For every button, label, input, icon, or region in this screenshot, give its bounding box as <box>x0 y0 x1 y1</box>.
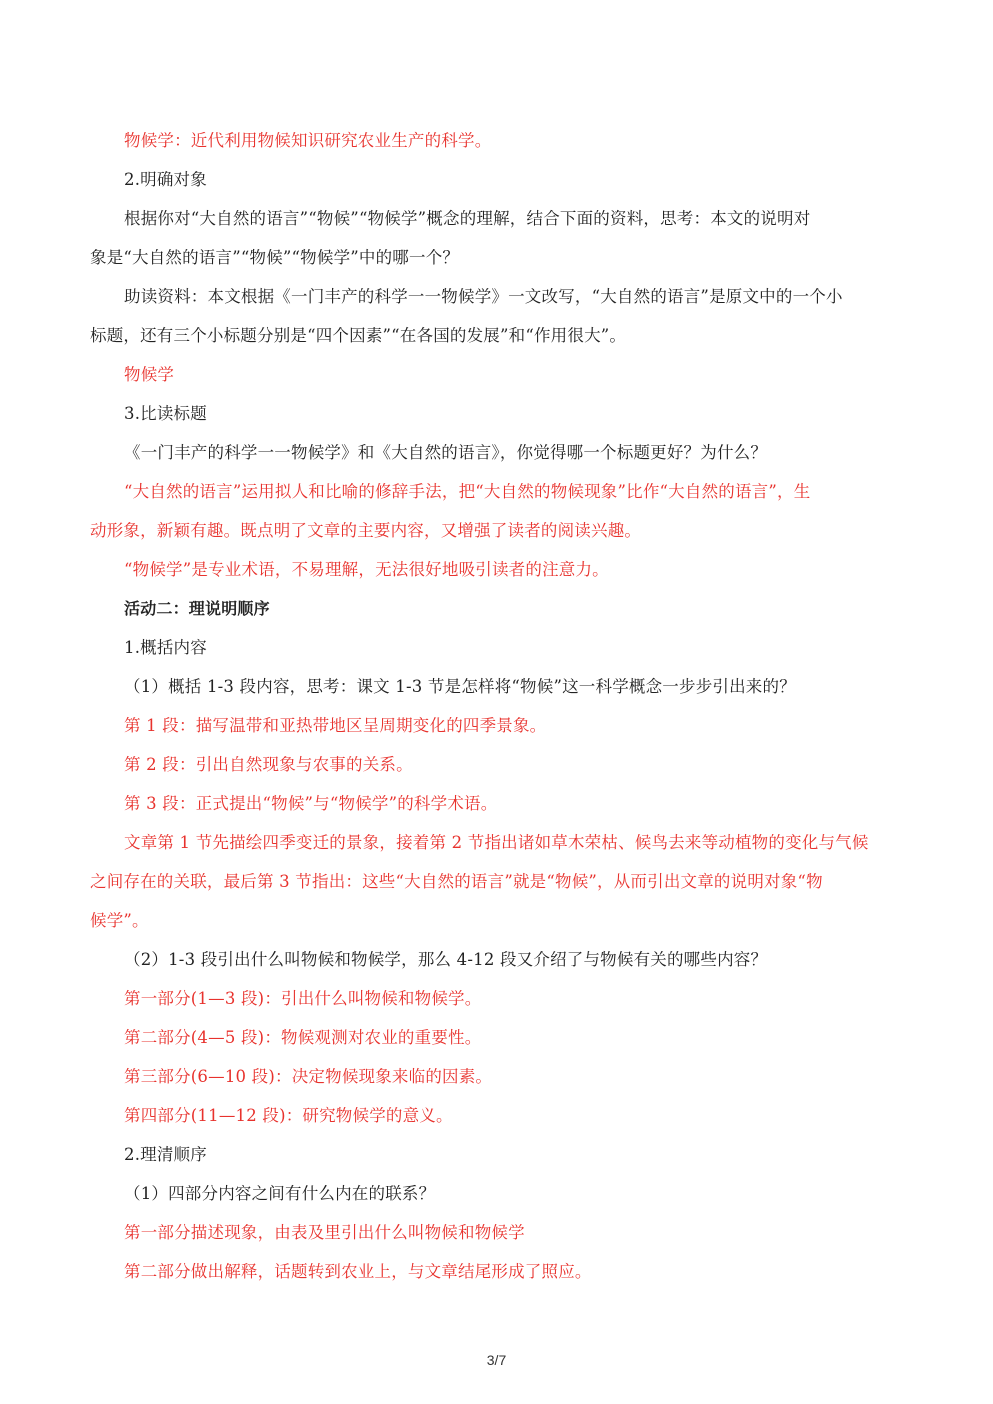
answer-title-1: “大自然的语言”运用拟人和比喻的修辞手法，把“大自然的物候现象”比作“大自然的语言”，生 <box>124 482 811 501</box>
answer-summary-end: 候学”。 <box>90 911 149 930</box>
subsection-heading-2: 2.理清顺序 <box>124 1145 207 1164</box>
answer-title-2: “物候学”是专业术语，不易理解，无法很好地吸引读者的注意力。 <box>124 560 609 579</box>
page-number: 3/7 <box>486 1352 507 1368</box>
answer-para-2: 第 2 段：引出自然现象与农事的关系。 <box>124 755 413 774</box>
answer-title-1-cont: 动形象，新颖有趣。既点明了文章的主要内容，又增强了读者的阅读兴趣。 <box>90 521 642 540</box>
question-3: （1）四部分内容之间有什么内在的联系？ <box>124 1184 436 1203</box>
question-2: （2）1-3 段引出什么叫物候和物候学，那么 4-12 段又介绍了与物候有关的哪些内容？ <box>124 950 768 969</box>
answer-object: 物候学 <box>124 365 175 384</box>
answer-definition: 物候学：近代利用物候知识研究农业生产的科学。 <box>124 131 492 150</box>
reading-material: 助读资料：本文根据《一门丰产的科学一一物候学》一文改写，“大自然的语言”是原文中的一个小 <box>124 287 843 306</box>
section-heading-2: 2.明确对象 <box>124 170 207 189</box>
answer-part-3: 第三部分(6—10 段)：决定物候现象来临的因素。 <box>124 1067 493 1086</box>
answer-part-2: 第二部分(4—5 段)：物候观测对农业的重要性。 <box>124 1028 482 1047</box>
reading-material-cont: 标题，还有三个小标题分别是“四个因素”“在各国的发展”和“作用很大”。 <box>90 326 627 345</box>
answer-para-1: 第 1 段：描写温带和亚热带地区呈周期变化的四季景象。 <box>124 716 547 735</box>
answer-link-2: 第二部分做出解释，话题转到农业上，与文章结尾形成了照应。 <box>124 1262 592 1281</box>
section-heading-3: 3.比读标题 <box>124 404 207 423</box>
question-text: 根据你对“大自然的语言”“物候”“物候学”概念的理解，结合下面的资料，思考：本文的说明对 <box>124 209 811 228</box>
answer-summary-cont: 之间存在的关联，最后第 3 节指出：这些“大自然的语言”就是“物候”，从而引出文章的说明对象“物 <box>90 872 823 891</box>
answer-part-4: 第四部分(11—12 段)：研究物候学的意义。 <box>124 1106 453 1125</box>
subsection-heading-1: 1.概括内容 <box>124 638 207 657</box>
answer-summary: 文章第 1 节先描绘四季变迁的景象，接着第 2 节指出诸如草木荣枯、候鸟去来等动植物的变化与气候 <box>124 833 869 852</box>
question-1: （1）概括 1-3 段内容，思考：课文 1-3 节是怎样将“物候”这一科学概念一步步引出来的？ <box>124 677 796 696</box>
answer-link-1: 第一部分描述现象，由表及里引出什么叫物候和物候学 <box>124 1223 525 1242</box>
answer-para-3: 第 3 段：正式提出“物候”与“物候学”的科学术语。 <box>124 794 498 813</box>
question-text-cont: 象是“大自然的语言”“物候”“物候学”中的哪一个？ <box>90 248 460 267</box>
activity-heading: 活动二：理说明顺序 <box>124 599 270 618</box>
answer-part-1: 第一部分(1—3 段)：引出什么叫物候和物候学。 <box>124 989 482 1008</box>
title-compare-question: 《一门丰产的科学一一物候学》和《大自然的语言》，你觉得哪一个标题更好？为什么？ <box>124 443 768 462</box>
